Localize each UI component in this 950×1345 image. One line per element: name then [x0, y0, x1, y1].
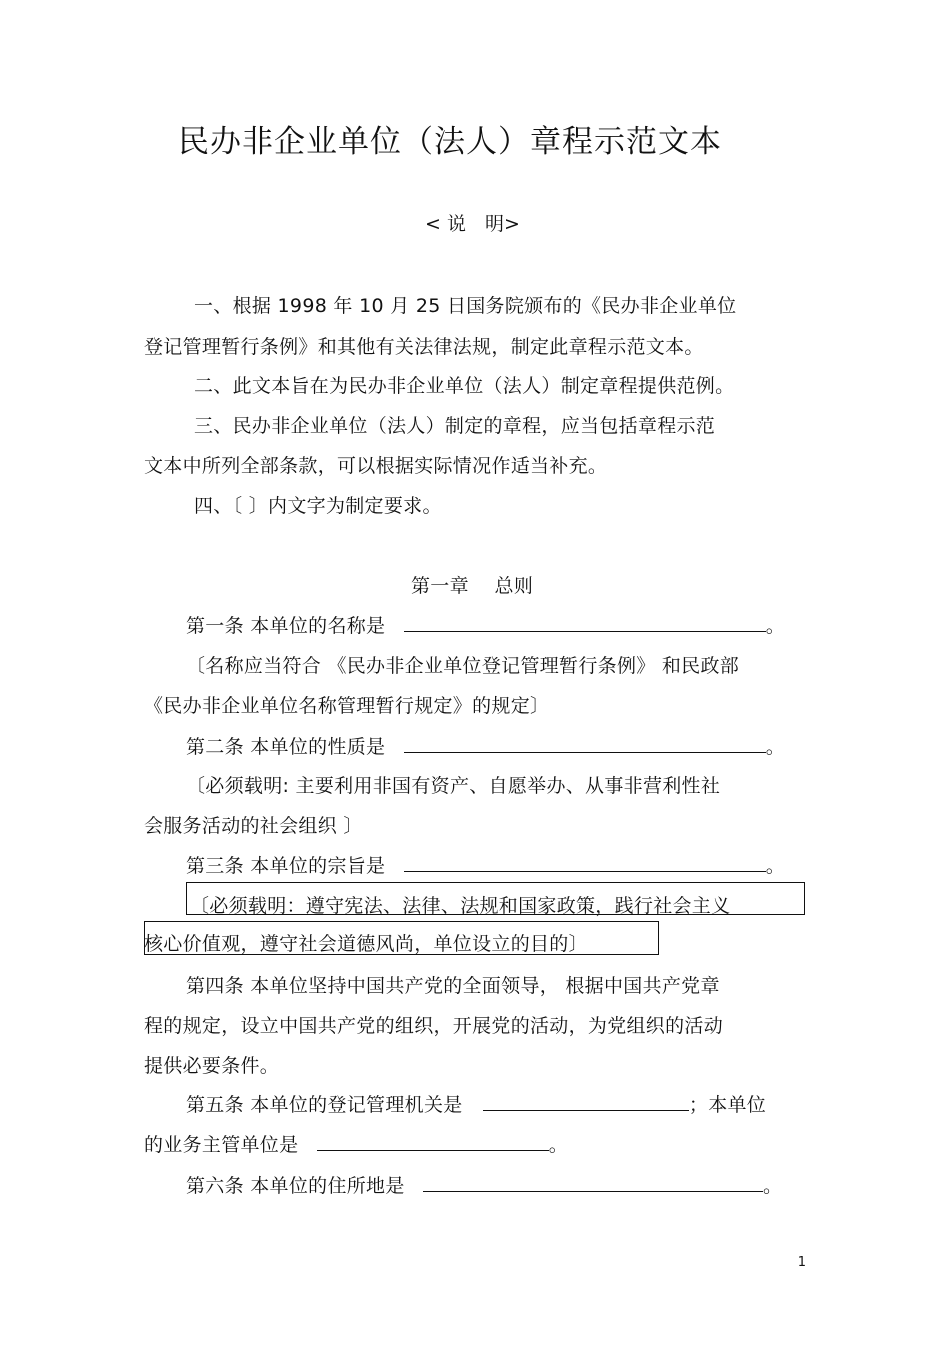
article-2-period: 。	[765, 736, 785, 758]
article-5-text: 第五条 本单位的登记管理机关是	[186, 1094, 463, 1116]
article-3	[186, 851, 785, 878]
article-5-line-2	[144, 1130, 568, 1157]
article-1-period: 。	[765, 615, 785, 637]
article-4-line-1: 第四条 本单位坚持中国共产党的全面领导， 根据中国共产党章	[186, 975, 720, 997]
note-1-line-1: 一、根据 1998 年 10 月 25 日国务院颁布的《民办非企业单位	[194, 295, 737, 317]
article-1-requirement-line-1: 〔名称应当符合 《民办非企业单位登记管理暂行条例》 和民政部	[186, 655, 740, 677]
article-2-requirement-line-1: 〔必须载明: 主要利用非国有资产、自愿举办、从事非营利性社	[186, 775, 721, 797]
article-2-requirement-line-2: 会服务活动的社会组织 〕	[144, 815, 363, 837]
article-3-period: 。	[765, 855, 785, 877]
note-2: 二、此文本旨在为民办非企业单位（法人）制定章程提供范例。	[194, 375, 735, 397]
chapter-1-heading: 第一章 总则	[411, 575, 534, 597]
article-3-blank	[404, 853, 766, 872]
note-1-line-2: 登记管理暂行条例》和其他有关法律法规，制定此章程示范文本。	[144, 336, 704, 358]
article-5-semicolon-text: ；本单位	[688, 1094, 767, 1116]
article-6-period: 。	[762, 1175, 783, 1197]
article-5-period: 。	[548, 1134, 569, 1156]
article-2-blank	[404, 734, 766, 753]
document-title: 民办非企业单位（法人）章程示范文本	[178, 124, 722, 160]
article-1	[186, 611, 785, 638]
section-subtitle: < 说 明>	[425, 213, 520, 235]
article-6-blank	[423, 1173, 763, 1192]
article-5-text-2: 的业务主管单位是	[144, 1134, 299, 1156]
note-3-line-1: 三、民办非企业单位（法人）制定的章程，应当包括章程示范	[194, 415, 716, 437]
article-5-blank-1	[483, 1092, 689, 1111]
article-1-requirement-line-2: 《民办非企业单位名称管理暂行规定》的规定〕	[144, 695, 550, 717]
article-1-blank	[404, 613, 766, 632]
article-5-line-1	[186, 1090, 766, 1117]
article-2	[186, 732, 785, 759]
article-2-text: 第二条 本单位的性质是	[186, 736, 386, 758]
article-6	[186, 1171, 782, 1198]
note-4: 四、〔 〕内文字为制定要求。	[194, 495, 442, 517]
article-3-requirement-line-2: 核心价值观，遵守社会道德风尚，单位设立的目的〕	[144, 933, 588, 955]
article-3-requirement-line-1: 〔必须载明：遵守宪法、法律、法规和国家政策，践行社会主义	[190, 895, 731, 917]
article-6-text: 第六条 本单位的住所地是	[186, 1175, 405, 1197]
note-3-line-2: 文本中所列全部条款，可以根据实际情况作适当补充。	[144, 455, 608, 477]
article-3-text: 第三条 本单位的宗旨是	[186, 855, 386, 877]
article-4-line-3: 提供必要条件。	[144, 1055, 280, 1077]
article-1-text: 第一条 本单位的名称是	[186, 615, 386, 637]
article-5-blank-2	[317, 1132, 549, 1151]
article-4-line-2: 程的规定，设立中国共产党的组织，开展党的活动，为党组织的活动	[144, 1015, 724, 1037]
page-number: 1	[797, 1255, 806, 1270]
